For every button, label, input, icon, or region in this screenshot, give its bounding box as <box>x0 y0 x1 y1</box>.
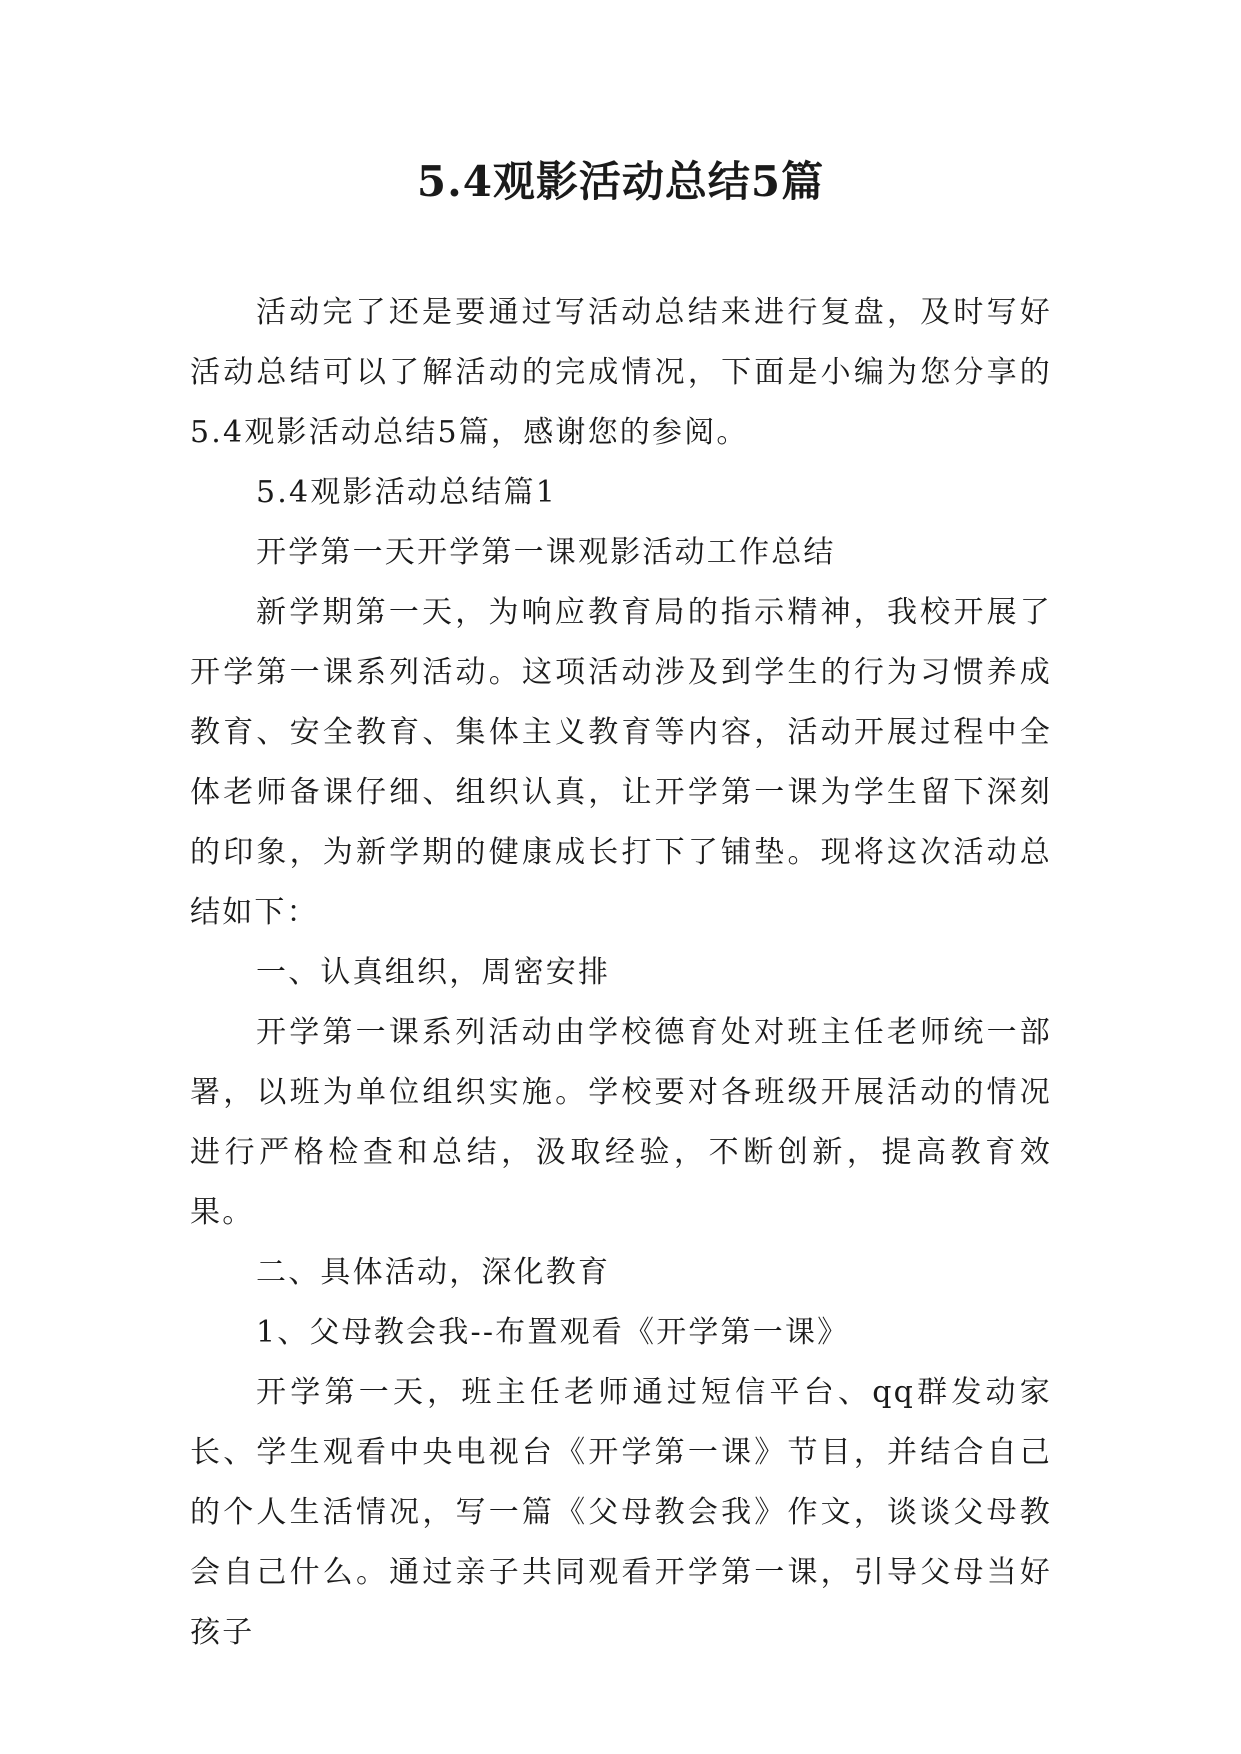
body-paragraph: 开学第一课系列活动由学校德育处对班主任老师统一部署，以班为单位组织实施。学校要对各班级开展活动的情况进行严格检查和总结，汲取经验，不断创新，提高教育效果。 <box>190 1015 1052 1230</box>
document-body <box>190 283 1052 1663</box>
intro-paragraph: 活动完了还是要通过写活动总结来进行复盘，及时写好活动总结可以了解活动的完成情况，下面是小编为您分享的5.4观影活动总结5篇，感谢您的参阅。 <box>190 295 1052 450</box>
subsection-heading: 一、认真组织，周密安排 <box>256 955 611 990</box>
body-paragraph: 开学第一天，班主任老师通过短信平台、qq群发动家长、学生观看中央电视台《开学第一课》节目，并结合自己的个人生活情况，写一篇《父母教会我》作文，谈谈父母教会自己什么。通过亲子共同观看开学第一课，引导父母当好孩子 <box>190 1375 1052 1650</box>
list-heading: 1、父母教会我--布置观看《开学第一课》 <box>256 1315 850 1350</box>
body-paragraph: 新学期第一天，为响应教育局的指示精神，我校开展了开学第一课系列活动。这项活动涉及到学生的行为习惯养成教育、安全教育、集体主义教育等内容，活动开展过程中全体老师备课仔细、组织认真，让开学第一课为学生留下深刻的印象，为新学期的健康成长打下了铺垫。现将这次活动总结如下： <box>190 595 1052 930</box>
subsection-heading: 二、具体活动，深化教育 <box>256 1255 611 1290</box>
document-title: 5.4观影活动总结5篇 <box>416 157 825 206</box>
article-heading: 开学第一天开学第一课观影活动工作总结 <box>256 535 836 570</box>
section-heading: 5.4观影活动总结篇1 <box>256 475 557 510</box>
